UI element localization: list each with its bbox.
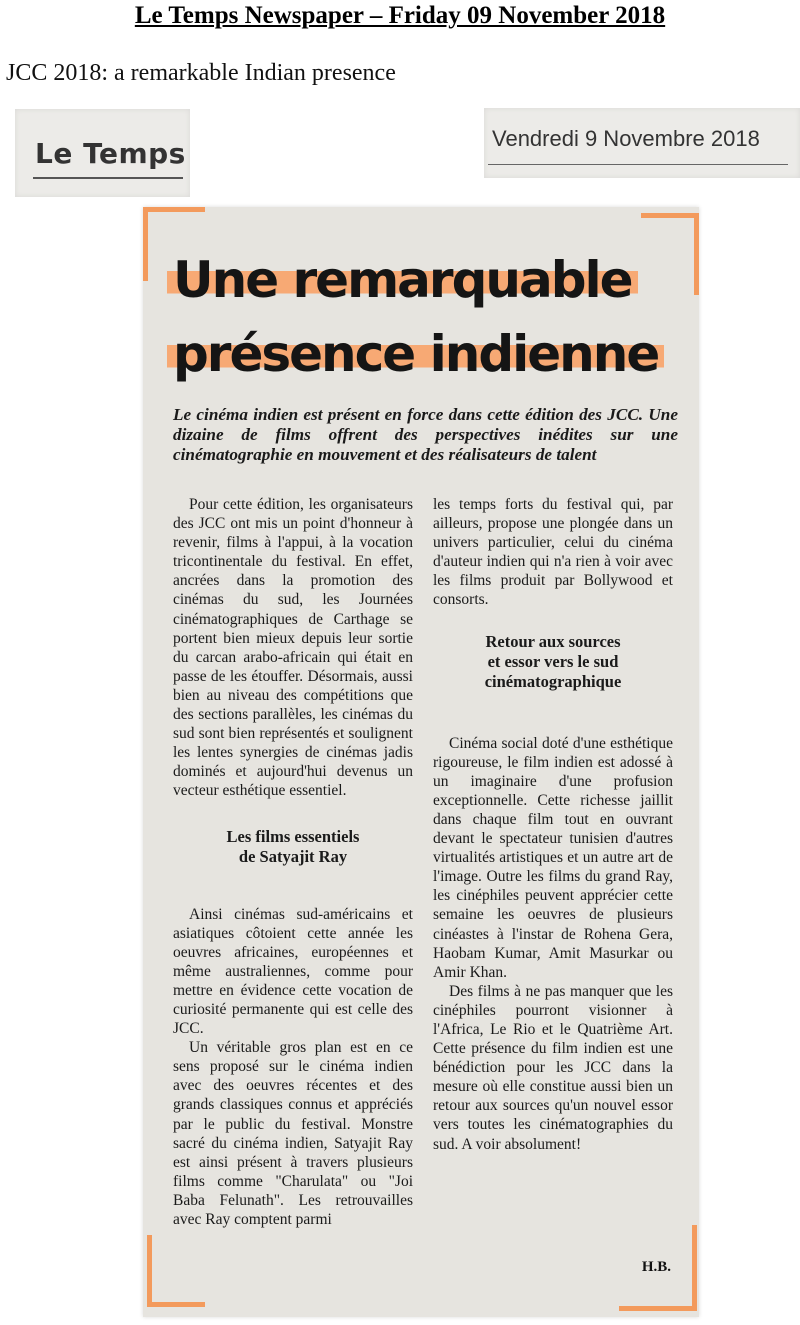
- article-lede: Le cinéma indien est présent en force dans cette édition des JCC. Une dizaine de films offrent des perspectives inédites sur une cinématographie en mouvement et des réalisateurs de talent: [173, 405, 678, 464]
- article-column-1: [173, 495, 413, 1229]
- date-clipping: [484, 108, 800, 178]
- paragraph: Cinéma social doté d'une esthétique rigoureuse, le film indien est adossé à un imaginaire d'une profusion exceptionnelle. Cette richesse jaillit dans chaque film tout en ouvrant devant le spectateur tunisien d'autres virtualités artistiques et un autre art de l'image. Outre les films du grand Ray, les cinéphiles peuvent apprécier cette semaine les oeuvres de plusieurs cinéastes à l'instar de Rohena Gera, Haobam Kumar, Amit Masurkar ou Amir Khan.: [433, 734, 673, 981]
- paragraph: Des films à ne pas manquer que les cinéphiles pourront visionner à l'Africa, Le Rio et le Quatrième Art. Cette présence du film indien est une bénédiction pour les JCC dans la mesure où elle constitue aussi bien un retour aux sources qu'un nouvel essor vers toutes les cinématographies du sud. A voir absolument!: [433, 982, 673, 1153]
- paragraph: Ainsi cinémas sud-américains et asiatiques côtoient cette année les oeuvres africaines, européennes et même australiennes, comme pour mettre en évidence cette vocation de curiosité permanente qui est celle des JCC.: [173, 905, 413, 1038]
- publication-date: Vendredi 9 Novembre 2018: [492, 126, 760, 151]
- subhead-line: Retour aux sources: [485, 631, 621, 651]
- subhead-line: cinématographique: [484, 671, 622, 691]
- page-header: Le Temps Newspaper – Friday 09 November 2018: [134, 2, 666, 29]
- paragraph: Un véritable gros plan est en ce sens proposé sur le cinéma indien avec des oeuvres récentes et des grands classiques connus et appréciés par le public du festival. Monstre sacré du cinéma indien, Satyajit Ray est ainsi présent à travers plusieurs films comme "Charulata" ou "Joi Baba Felunath". Les retrouvailles avec Ray comptent parmi: [173, 1039, 413, 1228]
- corner-marker-bottom-right-v: [692, 1225, 697, 1311]
- subhead-line: Les films essentiels: [226, 826, 360, 846]
- article-byline: H.B.: [641, 1259, 671, 1275]
- subhead-line: de Satyajit Ray: [238, 846, 348, 866]
- paragraph: les temps forts du festival qui, par ailleurs, propose une plongée dans un univers particulier, celui du cinéma d'auteur indien qui n'a rien à voir avec les films produit par Bollywood et consorts.: [433, 496, 673, 609]
- page-subtitle: JCC 2018: a remarkable Indian presence: [6, 60, 396, 86]
- newspaper-masthead: [15, 109, 190, 197]
- corner-marker-bottom-left-h: [147, 1302, 205, 1307]
- subhead-line: et essor vers le sud: [487, 651, 619, 671]
- corner-marker-top-right-v: [694, 213, 699, 295]
- newspaper-logo: Le Temps: [35, 137, 186, 170]
- date-underline: [488, 164, 788, 165]
- logo-underline: [33, 177, 183, 179]
- paragraph: Pour cette édition, les organisateurs des JCC ont mis un point d'honneur à revenir, films à l'appui, à la vocation tricontinentale du festival. En effet, ancrées dans la promotion des cinémas du sud, les Journées cinématographiques de Carthage se portent bien mieux depuis leur sortie du carcan arabo-africain qui était en passe de les étouffer. Désormais, aussi bien au niveau des compétitions que des sections parallèles, les cinémas du sud sont bien représentés et soulignent les lentes synergies de cinémas jadis dominés et aujourd'hui devenus un vecteur esthétique essentiel.: [173, 496, 413, 800]
- headline-line-1: Une remarquable: [167, 243, 638, 317]
- corner-marker-top-left-h: [143, 207, 205, 212]
- corner-marker-bottom-right-h: [619, 1306, 697, 1311]
- corner-marker-top-right-h: [641, 213, 699, 218]
- article-column-2: [433, 495, 673, 1154]
- corner-marker-top-left-v: [143, 207, 148, 281]
- headline-line-2: présence indienne: [167, 317, 664, 391]
- article-clipping: [143, 207, 699, 1317]
- corner-marker-bottom-left-v: [147, 1235, 152, 1307]
- article-headline: [167, 243, 687, 391]
